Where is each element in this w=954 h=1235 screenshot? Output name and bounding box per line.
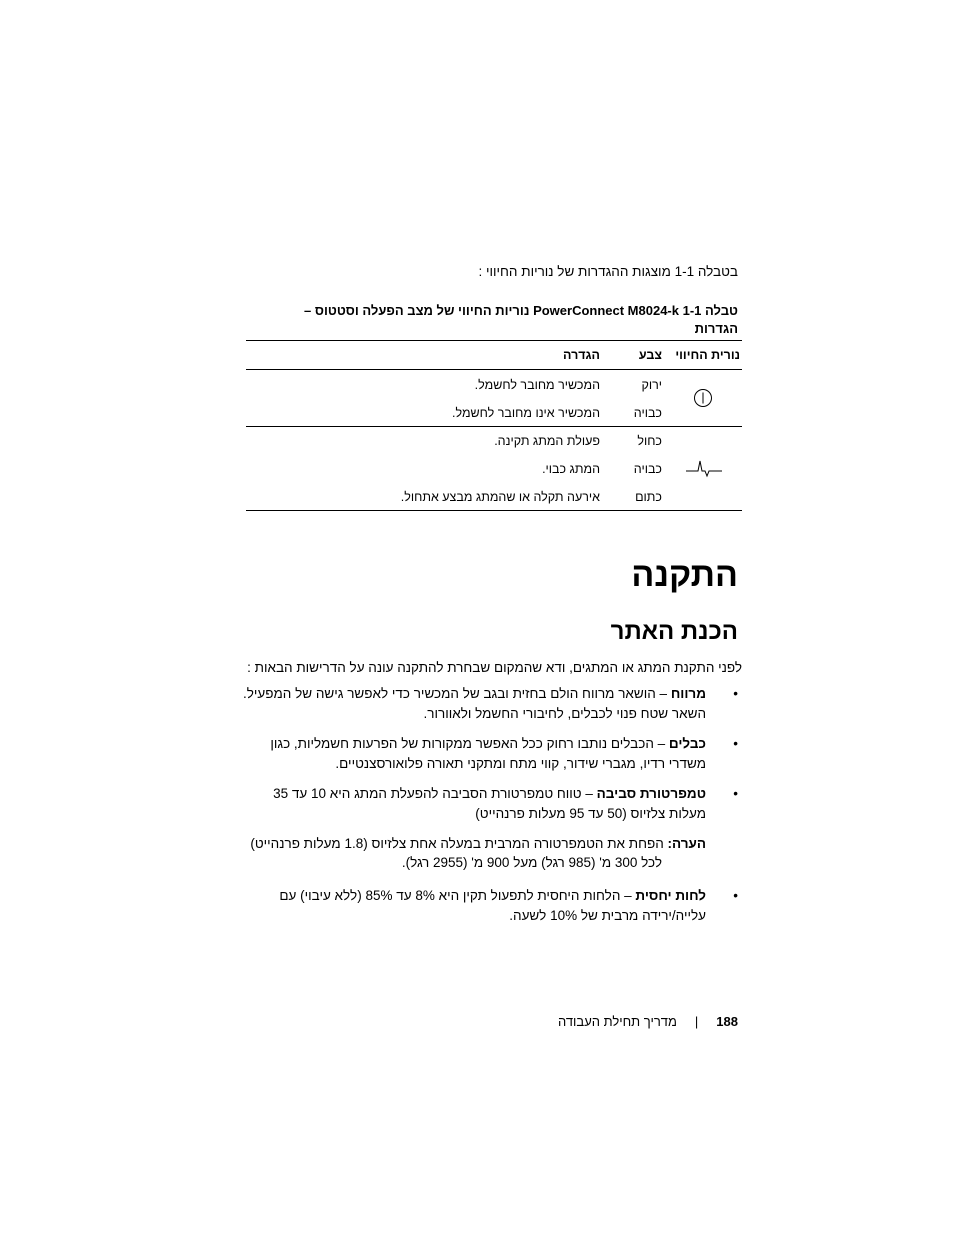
item-term: מרווח	[670, 686, 706, 701]
row-color: כתום	[635, 490, 662, 504]
row-definition: המכשיר מחובר לחשמל.	[474, 378, 600, 392]
page-footer	[558, 1014, 738, 1029]
bullet-icon: •	[733, 888, 738, 903]
section-heading: התקנה	[631, 556, 738, 594]
table-top-rule	[246, 340, 742, 341]
header-led: נורית החיווי	[675, 348, 740, 362]
row-definition: אירעה תקלה או שהמתג מבצע אתחול.	[400, 490, 600, 504]
requirements-list	[242, 684, 742, 936]
item-text: – הכבלים נותבו רחוק ככל האפשר ממקורות של הפרעות חשמליות, כגון משדרי רדיו, מגברי שידור, קווי מתח ומתקני תאורה פלואורסצנטיים.	[270, 736, 706, 771]
temperature-note	[242, 834, 742, 872]
item-term: לחות יחסית	[635, 888, 706, 903]
row-color: כבויה	[633, 406, 662, 420]
list-item-cables	[242, 734, 742, 774]
status-pulse-icon	[686, 458, 722, 485]
document-title: מדריך תחילת העבודה	[558, 1014, 677, 1029]
bullet-icon: •	[733, 736, 738, 751]
subsection-heading: הכנת האתר	[610, 618, 738, 645]
list-item-clearance	[242, 684, 742, 724]
row-definition: פעולת המתג תקינה.	[494, 434, 600, 448]
item-text: – הלחות היחסית לתפעול תקין היא 8% עד 85% (ללא עיבוי) עם עלייה/ירידה מרבית של 10% לשעה.	[279, 888, 706, 923]
header-color: צבע	[638, 348, 662, 362]
row-definition: המכשיר אינו מחובר לחשמל.	[452, 406, 600, 420]
note-text: הפחת את הטמפרטורה המרבית במעלה אחת צלזיוס (1.8 מעלות פרנהייט)	[250, 836, 668, 851]
group-rule	[246, 426, 742, 427]
footer-separator: |	[694, 1014, 699, 1029]
table-caption: טבלה 1-1 PowerConnect M8024-k נוריות החיווי של מצב הפעלה וסטטוס – הגדרות	[304, 303, 738, 336]
item-term: טמפרטורת סביבה	[596, 786, 706, 801]
item-text: – טווח טמפרטורת הסביבה להפעלת המתג היא 10 עד 35 מעלות צלזיוס (50 עד 95 מעלות פרנהייט)	[273, 786, 706, 821]
row-color: כחול	[637, 434, 662, 448]
item-term: כבלים	[668, 736, 706, 751]
intro-text: בטבלה 1-1 מוצגות ההגדרות של נוריות החיווי :	[478, 264, 738, 279]
row-color: ירוק	[641, 378, 662, 392]
header-definition: הגדרה	[563, 348, 600, 362]
page-number: 188	[716, 1014, 738, 1029]
bullet-icon: •	[733, 786, 738, 801]
lead-paragraph: לפני התקנת המתג או המתגים, ודא שהמקום שבחרת להתקנה עונה על הדרישות הבאות :	[247, 660, 742, 675]
bullet-icon: •	[733, 686, 738, 701]
table-bottom-rule	[246, 510, 742, 511]
list-item-humidity	[242, 886, 742, 926]
row-definition: המתג כבוי.	[542, 462, 600, 476]
note-label: הערה:	[667, 836, 706, 851]
row-color: כבויה	[633, 462, 662, 476]
note-text-continued: לכל 300 מ' (985 רגל) מעל 900 מ' (2955 רגל).	[401, 855, 662, 870]
header-rule	[246, 369, 742, 370]
item-text: – הושאר מרווח הולם בחזית ובגב של המכשיר כדי לאפשר גישה של המפעיל. השאר שטח פנוי לכבלים, לחיבורי החשמל ולאוורור.	[243, 686, 706, 721]
list-item-temperature	[242, 784, 742, 824]
power-icon	[693, 388, 713, 413]
